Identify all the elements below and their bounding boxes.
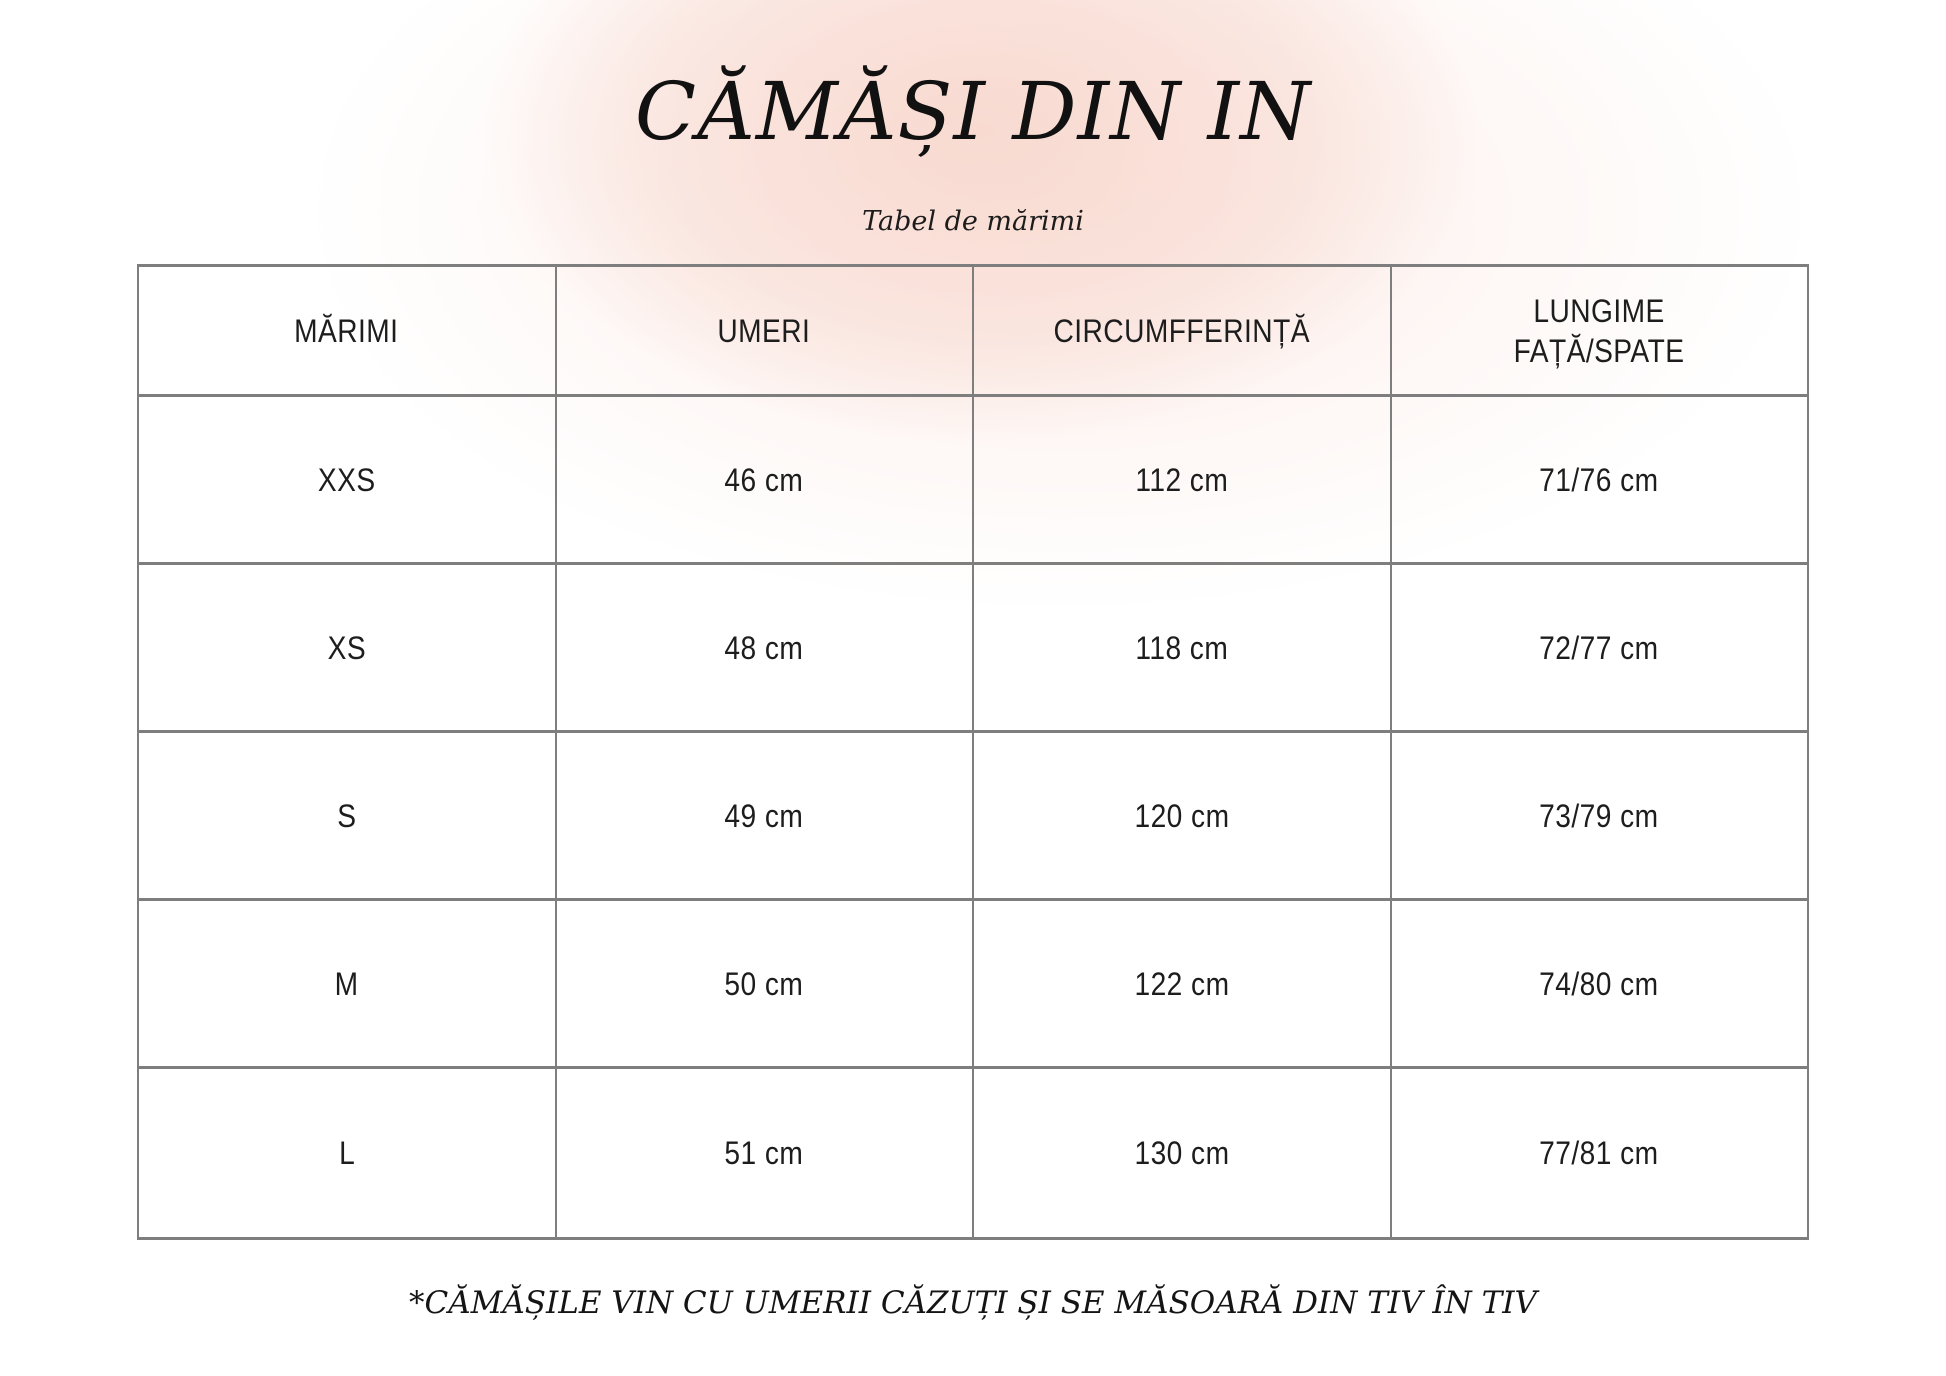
umeri-cell bbox=[556, 900, 974, 1068]
doc-header bbox=[0, 0, 1946, 264]
lungime-cell bbox=[1391, 564, 1809, 732]
umeri-cell bbox=[556, 396, 974, 564]
page-title: CĂMĂȘI DIN IN bbox=[634, 65, 1312, 158]
size-table-header bbox=[138, 266, 1808, 396]
lungime-cell bbox=[1391, 732, 1809, 900]
umeri-value: 50 cm bbox=[724, 965, 804, 1002]
table-row-l bbox=[138, 1068, 1808, 1239]
lungime-value: 73/79 cm bbox=[1539, 797, 1659, 834]
column-header-marimi bbox=[138, 266, 556, 396]
circumferinta-cell bbox=[973, 732, 1391, 900]
lungime-value: 72/77 cm bbox=[1539, 629, 1659, 666]
column-header-marimi-label: MĂRIMI bbox=[294, 312, 399, 349]
lungime-cell bbox=[1391, 396, 1809, 564]
lungime-value: 77/81 cm bbox=[1539, 1135, 1659, 1171]
circumferinta-cell bbox=[973, 900, 1391, 1068]
umeri-value: 49 cm bbox=[724, 797, 804, 834]
umeri-cell bbox=[556, 732, 974, 900]
umeri-value: 48 cm bbox=[724, 629, 804, 666]
circumferinta-cell bbox=[973, 1068, 1391, 1239]
size-cell bbox=[138, 732, 556, 900]
circumferinta-value: 130 cm bbox=[1134, 1135, 1230, 1171]
size-cell bbox=[138, 1068, 556, 1239]
table-row-xxs bbox=[138, 396, 1808, 564]
footnote: *CĂMĂȘILE VIN CU UMERII CĂZUȚI ȘI SE MĂSOARĂ DIN TIV ÎN TIV bbox=[409, 1285, 1537, 1321]
umeri-value: 51 cm bbox=[724, 1135, 804, 1171]
circumferinta-value: 112 cm bbox=[1135, 461, 1229, 498]
page-subtitle: Tabel de mărimi bbox=[862, 206, 1084, 237]
column-header-umeri-label: UMERI bbox=[717, 312, 811, 349]
size-table-body bbox=[138, 396, 1808, 1239]
size-cell bbox=[138, 564, 556, 732]
size-value: S bbox=[337, 797, 357, 834]
table-row-s bbox=[138, 732, 1808, 900]
size-cell bbox=[138, 396, 556, 564]
size-value: XXS bbox=[317, 461, 376, 498]
umeri-cell bbox=[556, 1068, 974, 1239]
lungime-cell bbox=[1391, 1068, 1809, 1239]
column-header-circumferinta-label: CIRCUMFFERINȚĂ bbox=[1053, 312, 1310, 349]
size-table bbox=[137, 264, 1809, 1240]
header-row bbox=[138, 266, 1808, 396]
circumferinta-cell bbox=[973, 396, 1391, 564]
column-header-umeri bbox=[556, 266, 974, 396]
column-header-circumferinta bbox=[973, 266, 1391, 396]
table-row-m bbox=[138, 900, 1808, 1068]
lungime-cell bbox=[1391, 900, 1809, 1068]
size-value: M bbox=[334, 965, 359, 1002]
column-header-lungime bbox=[1391, 266, 1809, 396]
size-value: L bbox=[338, 1135, 355, 1171]
umeri-cell bbox=[556, 564, 974, 732]
column-header-lungime-label: LUNGIME FAȚĂ/SPATE bbox=[1513, 292, 1685, 369]
circumferinta-value: 118 cm bbox=[1135, 629, 1229, 666]
circumferinta-value: 122 cm bbox=[1134, 965, 1230, 1002]
circumferinta-cell bbox=[973, 564, 1391, 732]
circumferinta-value: 120 cm bbox=[1134, 797, 1230, 834]
size-cell bbox=[138, 900, 556, 1068]
table-row-xs bbox=[138, 564, 1808, 732]
umeri-value: 46 cm bbox=[724, 461, 804, 498]
size-value: XS bbox=[327, 629, 366, 666]
lungime-value: 71/76 cm bbox=[1539, 461, 1659, 498]
lungime-value: 74/80 cm bbox=[1539, 965, 1659, 1002]
